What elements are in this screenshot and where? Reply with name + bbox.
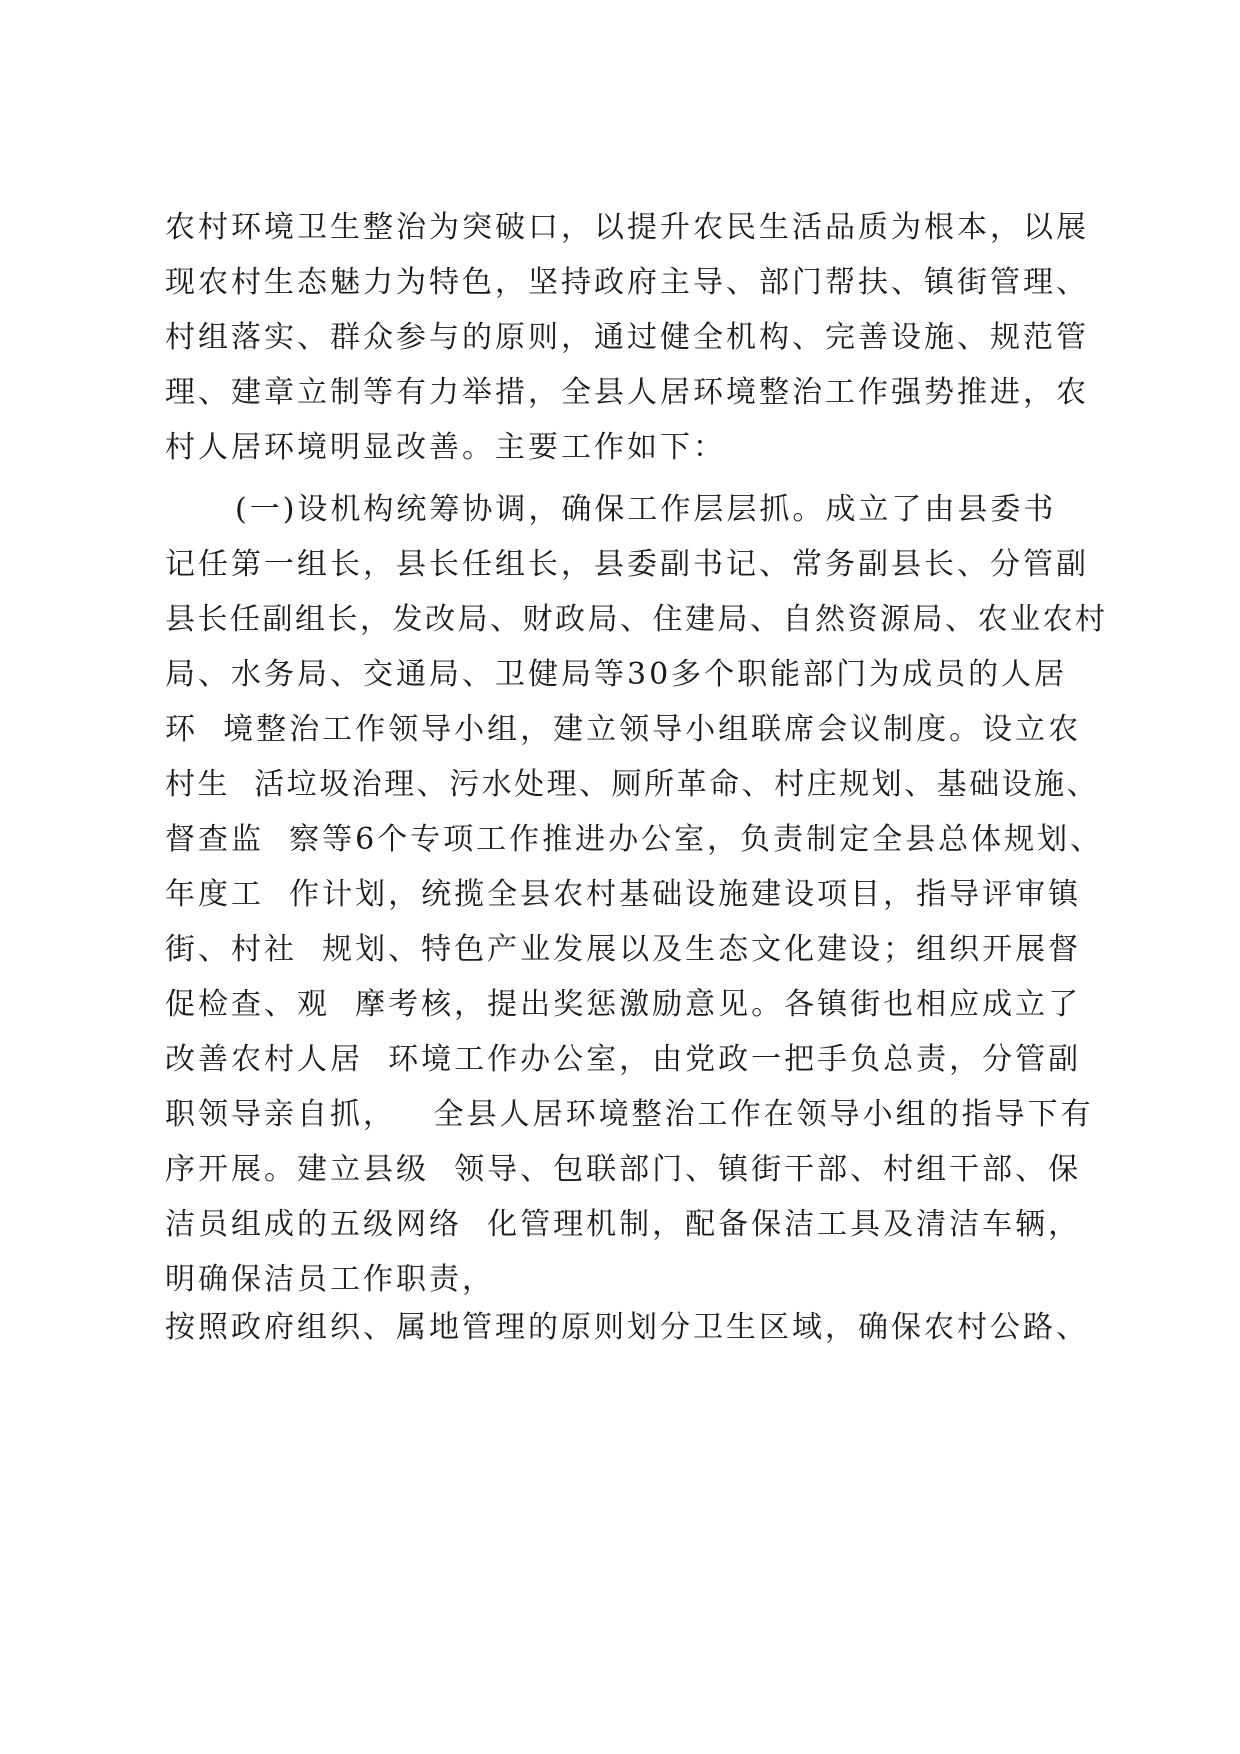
paragraph-1-line-1: 农村环境卫生整治为突破口，以提升农民生活品质为根本，以展 xyxy=(165,210,1089,245)
paragraph-1-line-4: 理、建章立制等有力举措，全县人居环境整治工作强势推进，农 xyxy=(165,375,1089,410)
paragraph-1-line-5: 村人居环境明显改善。主要工作如下： xyxy=(165,430,726,465)
paragraph-2-line-7: 督查监 察等6个专项工作推进办公室，负责制定全县总体规划、 xyxy=(165,822,1104,857)
paragraph-2-line-8: 年度工 作计划，统揽全县农村基础设施建设项目，指导评审镇 xyxy=(165,877,1082,912)
paragraph-1-line-2: 现农村生态魅力为特色，坚持政府主导、部门帮扶、镇街管理、 xyxy=(165,265,1089,300)
paragraph-2-line-4: 局、水务局、交通局、卫健局等30多个职能部门为成员的人居 xyxy=(165,657,1068,692)
paragraph-3-line-1: 按照政府组织、属地管理的原则划分卫生区域，确保农村公路、 xyxy=(165,1310,1089,1345)
paragraph-2-line-6: 村生 活垃圾治理、污水处理、厕所革命、村庄规划、基础设施、 xyxy=(165,767,1100,802)
paragraph-2-line-12: 职领导亲自抓， 全县人居环境整治工作在领导小组的指导下有 xyxy=(165,1097,1094,1132)
paragraph-2-line-5: 环 境整治工作领导小组，建立领导小组联席会议制度。设立农 xyxy=(165,712,1082,747)
paragraph-2-line-11: 改善农村人居 环境工作办公室，由党政一把手负总责，分管副 xyxy=(165,1042,1082,1077)
paragraph-2-line-1: (一)设机构统筹协调，确保工作层层抓。成立了由县委书 xyxy=(235,492,1057,527)
paragraph-2-line-9: 街、村社 规划、特色产业发展以及生态文化建设；组织开展督 xyxy=(165,932,1082,967)
paragraph-2-line-2: 记任第一组长，县长任组长，县委副书记、常务副县长、分管副 xyxy=(165,547,1089,582)
paragraph-2-line-13: 序开展。建立县级 领导、包联部门、镇街干部、村组干部、保 xyxy=(165,1152,1082,1187)
paragraph-2-line-14: 洁员组成的五级网络 化管理机制，配备保洁工具及清洁车辆， xyxy=(165,1207,1082,1242)
paragraph-2-line-10: 促检查、观 摩考核，提出奖惩激励意见。各镇街也相应成立了 xyxy=(165,987,1082,1022)
paragraph-2-line-15: 明确保洁员工作职责， xyxy=(165,1262,495,1297)
paragraph-2-line-3: 县长任副组长，发改局、财政局、住建局、自然资源局、农业农村 xyxy=(165,602,1108,637)
paragraph-1-line-3: 村组落实、群众参与的原则，通过健全机构、完善设施、规范管 xyxy=(165,320,1089,355)
